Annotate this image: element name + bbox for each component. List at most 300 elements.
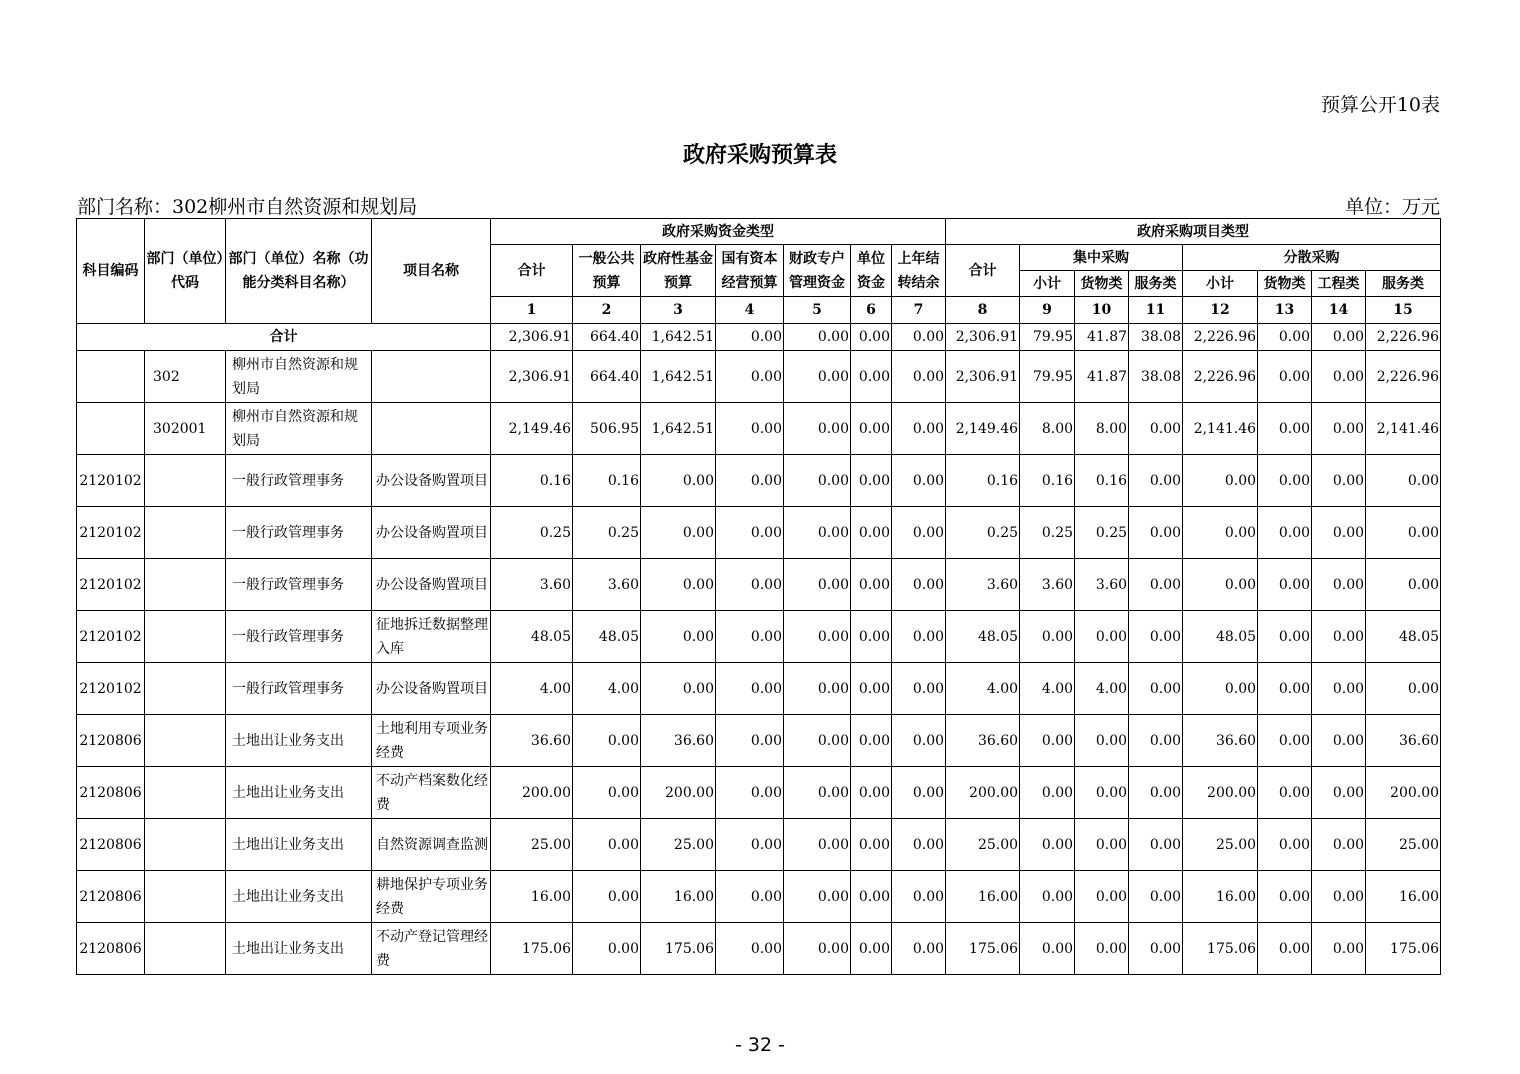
col-dispersed-subtotal: 小计	[1183, 271, 1258, 297]
dept-name-cell: 土地出让业务支出	[226, 715, 372, 767]
amount-cell: 506.95	[573, 403, 641, 455]
dept-name-cell: 土地出让业务支出	[226, 923, 372, 975]
amount-cell: 0.00	[1129, 819, 1183, 871]
amount-cell: 0.16	[1020, 455, 1075, 507]
amount-cell: 0.00	[716, 663, 784, 715]
project-name-cell: 征地拆迁数据整理入库	[372, 611, 491, 663]
amount-cell: 0.00	[1258, 871, 1312, 923]
amount-cell: 0.00	[1312, 715, 1366, 767]
page-number: - 32 -	[735, 1034, 785, 1056]
total-value: 2,306.91	[946, 324, 1020, 351]
amount-cell: 0.00	[892, 819, 946, 871]
amount-cell: 0.00	[1020, 767, 1075, 819]
amount-cell: 0.00	[1020, 923, 1075, 975]
amount-cell: 0.00	[1258, 403, 1312, 455]
amount-cell: 0.00	[641, 663, 716, 715]
amount-cell: 0.00	[851, 767, 892, 819]
dept-code-cell	[145, 767, 226, 819]
table-row	[77, 403, 1441, 455]
amount-cell: 664.40	[573, 351, 641, 403]
table-row	[77, 767, 1441, 819]
amount-cell: 48.05	[1366, 611, 1441, 663]
amount-cell: 0.00	[1183, 507, 1258, 559]
amount-cell: 0.00	[641, 455, 716, 507]
col-dept-name: 部门（单位）名称（功能分类科目名称）	[226, 219, 372, 324]
amount-cell: 0.00	[716, 455, 784, 507]
amount-cell: 3.60	[573, 559, 641, 611]
total-value: 2,306.91	[491, 324, 573, 351]
dept-name-cell: 土地出让业务支出	[226, 819, 372, 871]
column-number: 6	[851, 297, 892, 324]
dept-name-cell: 柳州市自然资源和规划局	[226, 351, 372, 403]
col-dept-code: 部门（单位）代码	[145, 219, 226, 324]
column-number: 11	[1129, 297, 1183, 324]
total-value: 38.08	[1129, 324, 1183, 351]
col-fund-total: 合计	[491, 245, 573, 297]
subject-code-cell: 2120806	[77, 715, 145, 767]
col-dispersed-engineering: 工程类	[1312, 271, 1366, 297]
amount-cell: 16.00	[491, 871, 573, 923]
column-number: 7	[892, 297, 946, 324]
group-dispersed-purchase: 分散采购	[1183, 245, 1441, 271]
amount-cell: 4.00	[1075, 663, 1129, 715]
amount-cell: 0.00	[1258, 455, 1312, 507]
column-number: 5	[784, 297, 851, 324]
amount-cell: 0.00	[1075, 871, 1129, 923]
column-number: 1	[491, 297, 573, 324]
amount-cell: 16.00	[641, 871, 716, 923]
amount-cell: 0.00	[1129, 871, 1183, 923]
dept-name-cell: 一般行政管理事务	[226, 507, 372, 559]
amount-cell: 175.06	[641, 923, 716, 975]
amount-cell: 0.00	[573, 715, 641, 767]
project-name-cell	[372, 403, 491, 455]
dept-code-cell	[145, 871, 226, 923]
subject-code-cell: 2120102	[77, 455, 145, 507]
amount-cell: 0.00	[1020, 819, 1075, 871]
amount-cell: 0.00	[784, 351, 851, 403]
amount-cell: 0.00	[1075, 923, 1129, 975]
amount-cell: 16.00	[1183, 871, 1258, 923]
amount-cell: 0.25	[1020, 507, 1075, 559]
subject-code-cell: 2120806	[77, 767, 145, 819]
amount-cell: 1,642.51	[641, 351, 716, 403]
amount-cell: 0.00	[1075, 819, 1129, 871]
amount-cell: 79.95	[1020, 351, 1075, 403]
unit-label: 单位：万元	[1344, 196, 1440, 218]
amount-cell: 3.60	[1075, 559, 1129, 611]
amount-cell: 2,149.46	[491, 403, 573, 455]
amount-cell: 1,642.51	[641, 403, 716, 455]
dept-name-cell: 土地出让业务支出	[226, 871, 372, 923]
project-name-cell: 土地利用专项业务经费	[372, 715, 491, 767]
amount-cell: 0.00	[1312, 403, 1366, 455]
amount-cell: 0.00	[1312, 871, 1366, 923]
amount-cell: 0.00	[641, 611, 716, 663]
column-number: 15	[1366, 297, 1441, 324]
dept-name-cell: 一般行政管理事务	[226, 611, 372, 663]
amount-cell: 0.00	[1312, 663, 1366, 715]
amount-cell: 0.00	[1258, 715, 1312, 767]
col-state-capital-budget: 国有资本经营预算	[716, 245, 784, 297]
amount-cell: 0.00	[573, 767, 641, 819]
total-label: 合计	[77, 324, 491, 351]
amount-cell: 0.00	[641, 507, 716, 559]
dept-name-cell: 一般行政管理事务	[226, 559, 372, 611]
amount-cell: 175.06	[1366, 923, 1441, 975]
amount-cell: 0.00	[573, 871, 641, 923]
group-central-purchase: 集中采购	[1020, 245, 1183, 271]
project-name-cell: 不动产档案数化经费	[372, 767, 491, 819]
amount-cell: 0.00	[892, 767, 946, 819]
amount-cell: 0.00	[1258, 819, 1312, 871]
amount-cell: 36.60	[1183, 715, 1258, 767]
amount-cell: 0.00	[1129, 663, 1183, 715]
col-gov-fund-budget: 政府性基金预算	[641, 245, 716, 297]
subject-code-cell: 2120102	[77, 559, 145, 611]
amount-cell: 175.06	[946, 923, 1020, 975]
total-value: 2,226.96	[1366, 324, 1441, 351]
total-value: 0.00	[851, 324, 892, 351]
amount-cell: 0.00	[1312, 507, 1366, 559]
subject-code-cell	[77, 403, 145, 455]
amount-cell: 0.00	[573, 923, 641, 975]
project-name-cell: 办公设备购置项目	[372, 559, 491, 611]
total-row	[77, 324, 1441, 351]
amount-cell: 200.00	[1366, 767, 1441, 819]
amount-cell: 0.00	[716, 871, 784, 923]
amount-cell: 0.00	[1312, 819, 1366, 871]
amount-cell: 0.00	[851, 403, 892, 455]
amount-cell: 0.00	[892, 715, 946, 767]
total-value: 1,642.51	[641, 324, 716, 351]
dept-code-cell	[145, 611, 226, 663]
amount-cell: 0.00	[851, 923, 892, 975]
dept-name-cell: 土地出让业务支出	[226, 767, 372, 819]
column-number: 12	[1183, 297, 1258, 324]
amount-cell: 0.00	[851, 871, 892, 923]
col-special-account: 财政专户管理资金	[784, 245, 851, 297]
dept-code-cell	[145, 559, 226, 611]
amount-cell: 4.00	[491, 663, 573, 715]
amount-cell: 48.05	[573, 611, 641, 663]
amount-cell: 0.00	[1129, 559, 1183, 611]
amount-cell: 0.00	[784, 403, 851, 455]
column-number: 4	[716, 297, 784, 324]
column-number: 9	[1020, 297, 1075, 324]
amount-cell: 200.00	[946, 767, 1020, 819]
project-name-cell: 办公设备购置项目	[372, 507, 491, 559]
amount-cell: 0.00	[851, 819, 892, 871]
amount-cell: 0.25	[1075, 507, 1129, 559]
amount-cell: 0.00	[784, 715, 851, 767]
table-row	[77, 663, 1441, 715]
amount-cell: 0.00	[784, 767, 851, 819]
table-row	[77, 923, 1441, 975]
group-project-type: 政府采购项目类型	[946, 219, 1441, 245]
dept-code-cell	[145, 715, 226, 767]
total-value: 0.00	[1258, 324, 1312, 351]
amount-cell: 0.00	[716, 403, 784, 455]
amount-cell: 0.00	[716, 715, 784, 767]
amount-cell: 25.00	[946, 819, 1020, 871]
amount-cell: 0.00	[851, 559, 892, 611]
project-name-cell: 自然资源调查监测	[372, 819, 491, 871]
amount-cell: 4.00	[573, 663, 641, 715]
total-value: 79.95	[1020, 324, 1075, 351]
amount-cell: 0.00	[1366, 507, 1441, 559]
amount-cell: 16.00	[1366, 871, 1441, 923]
amount-cell: 0.16	[491, 455, 573, 507]
amount-cell: 0.00	[851, 663, 892, 715]
amount-cell: 0.00	[892, 351, 946, 403]
amount-cell: 0.00	[892, 611, 946, 663]
amount-cell: 0.00	[784, 611, 851, 663]
amount-cell: 200.00	[1183, 767, 1258, 819]
subject-code-cell: 2120806	[77, 923, 145, 975]
amount-cell: 0.00	[1075, 611, 1129, 663]
amount-cell: 25.00	[491, 819, 573, 871]
amount-cell: 0.00	[1020, 871, 1075, 923]
amount-cell: 0.25	[491, 507, 573, 559]
table-row	[77, 819, 1441, 871]
amount-cell: 0.00	[716, 351, 784, 403]
amount-cell: 0.00	[1183, 663, 1258, 715]
amount-cell: 0.00	[1258, 663, 1312, 715]
amount-cell: 0.00	[1129, 455, 1183, 507]
amount-cell: 0.00	[1312, 767, 1366, 819]
amount-cell: 0.00	[1183, 559, 1258, 611]
dept-name-cell: 柳州市自然资源和规划局	[226, 403, 372, 455]
col-subject-code: 科目编码	[77, 219, 145, 324]
amount-cell: 8.00	[1020, 403, 1075, 455]
amount-cell: 0.16	[573, 455, 641, 507]
subject-code-cell: 2120102	[77, 507, 145, 559]
amount-cell: 3.60	[491, 559, 573, 611]
amount-cell: 175.06	[1183, 923, 1258, 975]
column-number: 13	[1258, 297, 1312, 324]
total-value: 41.87	[1075, 324, 1129, 351]
amount-cell: 2,226.96	[1366, 351, 1441, 403]
amount-cell: 0.00	[1129, 767, 1183, 819]
amount-cell: 0.00	[1366, 663, 1441, 715]
department-name: 部门名称：302柳州市自然资源和规划局	[77, 196, 418, 218]
amount-cell: 2,149.46	[946, 403, 1020, 455]
column-number: 8	[946, 297, 1020, 324]
subject-code-cell	[77, 351, 145, 403]
subject-code-cell: 2120806	[77, 871, 145, 923]
amount-cell: 0.00	[784, 507, 851, 559]
amount-cell: 0.00	[1312, 455, 1366, 507]
amount-cell: 0.00	[851, 351, 892, 403]
amount-cell: 8.00	[1075, 403, 1129, 455]
table-row	[77, 871, 1441, 923]
amount-cell: 0.00	[716, 611, 784, 663]
subject-code-cell: 2120102	[77, 611, 145, 663]
col-central-subtotal: 小计	[1020, 271, 1075, 297]
project-name-cell	[372, 351, 491, 403]
dept-code-cell	[145, 455, 226, 507]
column-number: 2	[573, 297, 641, 324]
amount-cell: 0.00	[1312, 923, 1366, 975]
col-project-name: 项目名称	[372, 219, 491, 324]
col-general-budget: 一般公共预算	[573, 245, 641, 297]
amount-cell: 0.00	[892, 871, 946, 923]
amount-cell: 0.00	[1129, 715, 1183, 767]
amount-cell: 0.00	[1258, 611, 1312, 663]
amount-cell: 0.00	[1020, 715, 1075, 767]
dept-code-cell: 302	[145, 351, 226, 403]
amount-cell: 0.00	[784, 455, 851, 507]
dept-code-cell	[145, 663, 226, 715]
dept-name-cell: 一般行政管理事务	[226, 455, 372, 507]
total-value: 2,226.96	[1183, 324, 1258, 351]
amount-cell: 36.60	[641, 715, 716, 767]
dept-code-cell: 302001	[145, 403, 226, 455]
amount-cell: 175.06	[491, 923, 573, 975]
amount-cell: 0.00	[784, 559, 851, 611]
amount-cell: 0.00	[892, 923, 946, 975]
total-value: 0.00	[892, 324, 946, 351]
amount-cell: 2,226.96	[1183, 351, 1258, 403]
amount-cell: 2,141.46	[1183, 403, 1258, 455]
dept-name-cell: 一般行政管理事务	[226, 663, 372, 715]
amount-cell: 0.00	[716, 559, 784, 611]
amount-cell: 0.00	[892, 663, 946, 715]
amount-cell: 2,306.91	[491, 351, 573, 403]
amount-cell: 0.00	[784, 871, 851, 923]
amount-cell: 0.00	[1258, 767, 1312, 819]
amount-cell: 36.60	[491, 715, 573, 767]
amount-cell: 36.60	[1366, 715, 1441, 767]
amount-cell: 0.00	[1075, 715, 1129, 767]
col-central-service: 服务类	[1129, 271, 1183, 297]
amount-cell: 0.00	[851, 611, 892, 663]
amount-cell: 0.00	[1129, 923, 1183, 975]
amount-cell: 0.00	[716, 923, 784, 975]
amount-cell: 16.00	[946, 871, 1020, 923]
table-row	[77, 351, 1441, 403]
amount-cell: 0.00	[1020, 611, 1075, 663]
total-value: 0.00	[784, 324, 851, 351]
amount-cell: 0.00	[1258, 559, 1312, 611]
amount-cell: 0.00	[784, 663, 851, 715]
amount-cell: 25.00	[641, 819, 716, 871]
amount-cell: 0.00	[892, 507, 946, 559]
table-row	[77, 715, 1441, 767]
amount-cell: 200.00	[491, 767, 573, 819]
amount-cell: 48.05	[491, 611, 573, 663]
dept-code-cell	[145, 507, 226, 559]
amount-cell: 0.00	[1312, 351, 1366, 403]
group-fund-type: 政府采购资金类型	[491, 219, 946, 245]
total-value: 0.00	[716, 324, 784, 351]
amount-cell: 38.08	[1129, 351, 1183, 403]
amount-cell: 3.60	[1020, 559, 1075, 611]
amount-cell: 0.00	[1129, 507, 1183, 559]
amount-cell: 0.00	[716, 767, 784, 819]
procurement-budget-table	[76, 218, 1441, 975]
form-number-label: 预算公开10表	[1320, 94, 1440, 116]
amount-cell: 4.00	[1020, 663, 1075, 715]
amount-cell: 0.00	[851, 507, 892, 559]
amount-cell: 48.05	[946, 611, 1020, 663]
project-name-cell: 办公设备购置项目	[372, 663, 491, 715]
col-central-goods: 货物类	[1075, 271, 1129, 297]
amount-cell: 0.00	[892, 455, 946, 507]
amount-cell: 0.16	[1075, 455, 1129, 507]
amount-cell: 0.00	[851, 455, 892, 507]
col-dispersed-service: 服务类	[1366, 271, 1441, 297]
table-row	[77, 611, 1441, 663]
amount-cell: 0.00	[1075, 767, 1129, 819]
amount-cell: 0.00	[1258, 351, 1312, 403]
amount-cell: 0.00	[892, 559, 946, 611]
amount-cell: 0.00	[851, 715, 892, 767]
amount-cell: 0.00	[1129, 611, 1183, 663]
amount-cell: 0.00	[784, 819, 851, 871]
total-value: 0.00	[1312, 324, 1366, 351]
amount-cell: 0.16	[946, 455, 1020, 507]
amount-cell: 0.00	[1258, 923, 1312, 975]
amount-cell: 0.00	[1183, 455, 1258, 507]
amount-cell: 200.00	[641, 767, 716, 819]
project-name-cell: 耕地保护专项业务经费	[372, 871, 491, 923]
table-row	[77, 455, 1441, 507]
amount-cell: 0.00	[1366, 559, 1441, 611]
amount-cell: 41.87	[1075, 351, 1129, 403]
subject-code-cell: 2120806	[77, 819, 145, 871]
dept-code-cell	[145, 923, 226, 975]
project-name-cell: 办公设备购置项目	[372, 455, 491, 507]
amount-cell: 25.00	[1183, 819, 1258, 871]
dept-code-cell	[145, 819, 226, 871]
col-carryover: 上年结转结余	[892, 245, 946, 297]
amount-cell: 0.00	[1312, 559, 1366, 611]
amount-cell: 0.00	[573, 819, 641, 871]
amount-cell: 0.00	[892, 403, 946, 455]
col-project-total: 合计	[946, 245, 1020, 297]
amount-cell: 0.00	[1312, 611, 1366, 663]
amount-cell: 0.00	[784, 923, 851, 975]
amount-cell: 2,141.46	[1366, 403, 1441, 455]
amount-cell: 0.00	[1258, 507, 1312, 559]
column-number: 10	[1075, 297, 1129, 324]
amount-cell: 4.00	[946, 663, 1020, 715]
amount-cell: 0.25	[573, 507, 641, 559]
page-title: 政府采购预算表	[682, 142, 837, 168]
amount-cell: 25.00	[1366, 819, 1441, 871]
amount-cell: 0.00	[641, 559, 716, 611]
amount-cell: 3.60	[946, 559, 1020, 611]
amount-cell: 2,306.91	[946, 351, 1020, 403]
amount-cell: 0.00	[1129, 403, 1183, 455]
amount-cell: 0.00	[716, 507, 784, 559]
table-row	[77, 559, 1441, 611]
amount-cell: 0.25	[946, 507, 1020, 559]
amount-cell: 0.00	[1366, 455, 1441, 507]
total-value: 664.40	[573, 324, 641, 351]
table-row	[77, 507, 1441, 559]
amount-cell: 48.05	[1183, 611, 1258, 663]
col-unit-fund: 单位资金	[851, 245, 892, 297]
col-dispersed-goods: 货物类	[1258, 271, 1312, 297]
column-number: 3	[641, 297, 716, 324]
column-number: 14	[1312, 297, 1366, 324]
project-name-cell: 不动产登记管理经费	[372, 923, 491, 975]
amount-cell: 36.60	[946, 715, 1020, 767]
amount-cell: 0.00	[716, 819, 784, 871]
